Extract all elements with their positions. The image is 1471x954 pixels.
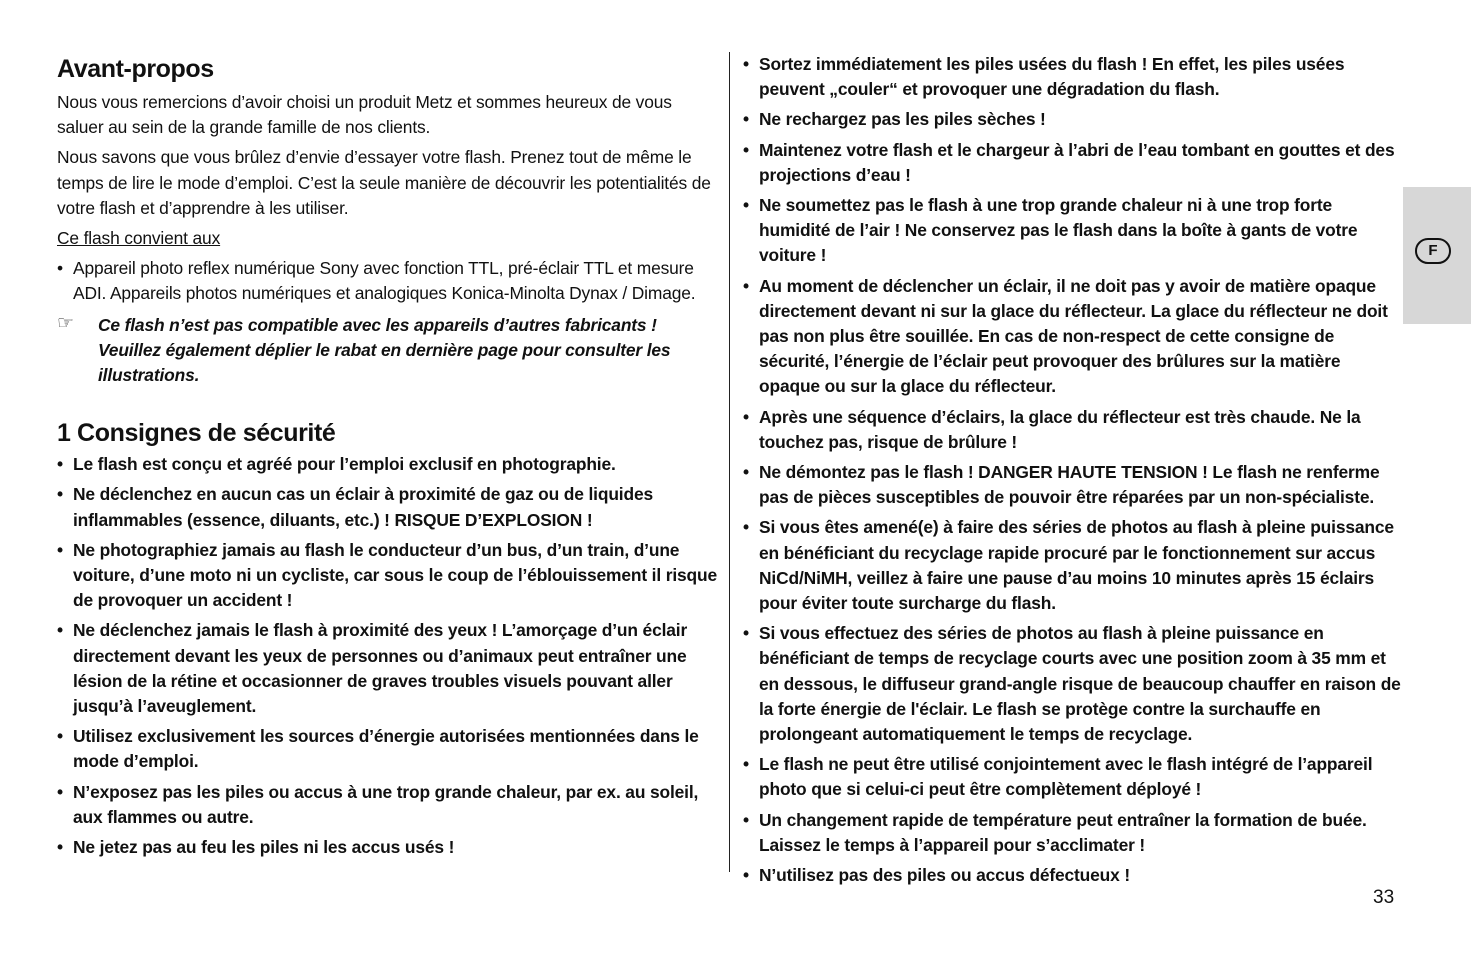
list-item: • Après une séquence d’éclairs, la glace du réflecteur est très chaude. Ne la touchez pas, risque de brûlure !	[743, 405, 1403, 455]
language-badge: F	[1415, 238, 1451, 264]
foreword-paragraph-1: Nous vous remercions d’avoir choisi un produit Metz et sommes heureux de vous saluer au sein de la grande famille de nos clients.	[57, 92, 672, 138]
list-item: • Le flash ne peut être utilisé conjointement avec le flash intégré de l’appareil photo que si celui-ci peut être complètement déployé !	[743, 752, 1403, 802]
list-item: • Ne photographiez jamais au flash le conducteur d’un bus, d’un train, d’une voiture, d’une moto ni un cycliste, car sous le coup de l’éblouissement il risque de provoquer un accident !	[57, 538, 719, 614]
safety-title: 1 Consignes de sécurité	[57, 419, 336, 448]
list-item: • Ne déclenchez jamais le flash à proximité des yeux ! L’amorçage d’un éclair directement devant les yeux de personnes ou d’animaux peut entraîner une lésion de la rétine et occasionner de graves troubles visuels pouvant aller jusqu’à l’aveuglement.	[57, 618, 719, 719]
list-item: • Un changement rapide de température peut entraîner la formation de buée. Laissez le temps à l’appareil pour s’acclimater !	[743, 808, 1403, 858]
list-item: • N’exposez pas les piles ou accus à une trop grande chaleur, par ex. au soleil, aux flammes ou autre.	[57, 780, 719, 830]
list-item: • Appareil photo reflex numérique Sony avec fonction TTL, pré-éclair TTL et mesure ADI. Appareils photos numériques et analogiques Konica-Minolta Dynax / Dimage.	[57, 256, 719, 306]
left-column	[57, 52, 719, 865]
safety-list-right	[743, 52, 1403, 888]
list-item: • Maintenez votre flash et le chargeur à l’abri de l’eau tombant en gouttes et des projections d’eau !	[743, 138, 1403, 188]
list-item: • Ne démontez pas le flash ! DANGER HAUTE TENSION ! Le flash ne renferme pas de pièces susceptibles de pouvoir être réparées par un non-spécialiste.	[743, 460, 1403, 510]
foreword-paragraph-2: Nous savons que vous brûlez d’envie d’essayer votre flash. Prenez tout de même le temps de lire le mode d’emploi. C’est la seule manière de découvrir les potentialités de votre flash et d’apprendre à les utiliser.	[57, 147, 711, 218]
list-item: • Si vous effectuez des séries de photos au flash à pleine puissance en bénéficiant de temps de recyclage courts avec une position zoom à 35 mm et en dessous, le diffuseur grand-angle risque de beaucoup chauffer en raison de la forte énergie de l'éclair. Le flash se protège contre la surchauffe en prolongeant automatiquement le temps de recyclage.	[743, 621, 1403, 747]
compatibility-note	[57, 313, 719, 389]
list-item: • Sortez immédiatement les piles usées du flash ! En effet, les piles usées peuvent „couler“ et provoquer une dégradation du flash.	[743, 52, 1403, 102]
safety-list-left	[57, 452, 719, 860]
suitable-list	[57, 256, 719, 306]
column-divider	[729, 52, 730, 872]
list-item: • Ne déclenchez en aucun cas un éclair à proximité de gaz ou de liquides inflammables (essence, diluants, etc.) ! RISQUE D’EXPLOSION !	[57, 482, 719, 532]
list-item: • Ne soumettez pas le flash à une trop grande chaleur ni à une trop forte humidité de l’air ! Ne conservez pas le flash dans la boîte à gants de votre voiture !	[743, 193, 1403, 269]
list-item: • Si vous êtes amené(e) à faire des séries de photos au flash à pleine puissance en bénéficiant du recyclage rapide procuré par le fonctionnement sur accus NiCd/NiMH, veillez à faire une pause d’au moins 10 minutes après 15 éclairs pour éviter toute surcharge du flash.	[743, 515, 1403, 616]
suitable-heading: Ce flash convient aux	[57, 228, 221, 249]
note-text: Ce flash n’est pas compatible avec les appareils d’autres fabricants ! Veuillez également déplier le rabat en dernière page pour consulter les illustrations.	[98, 314, 671, 386]
list-item: • Ne rechargez pas les piles sèches !	[743, 107, 1403, 132]
foreword-title: Avant-propos	[57, 55, 214, 83]
list-item: • Utilisez exclusivement les sources d’énergie autorisées mentionnées dans le mode d’emploi.	[57, 724, 719, 774]
pointing-hand-icon: ☞	[57, 312, 74, 334]
list-item: • Au moment de déclencher un éclair, il ne doit pas y avoir de matière opaque directement devant ni sur la glace du réflecteur. La glace du réflecteur ne doit pas non plus être souillée. En cas de non-respect de cette consigne de sécurité, l’énergie de l’éclair peut provoquer des brûlures sur la matière opaque ou sur la glace du réflecteur.	[743, 274, 1403, 400]
page-number: 33	[1373, 887, 1395, 908]
right-column	[743, 52, 1403, 893]
list-item: • Ne jetez pas au feu les piles ni les accus usés !	[57, 835, 719, 860]
list-item: • Le flash est conçu et agréé pour l’emploi exclusif en photographie.	[57, 452, 719, 477]
list-item: • N’utilisez pas des piles ou accus défectueux !	[743, 863, 1403, 888]
